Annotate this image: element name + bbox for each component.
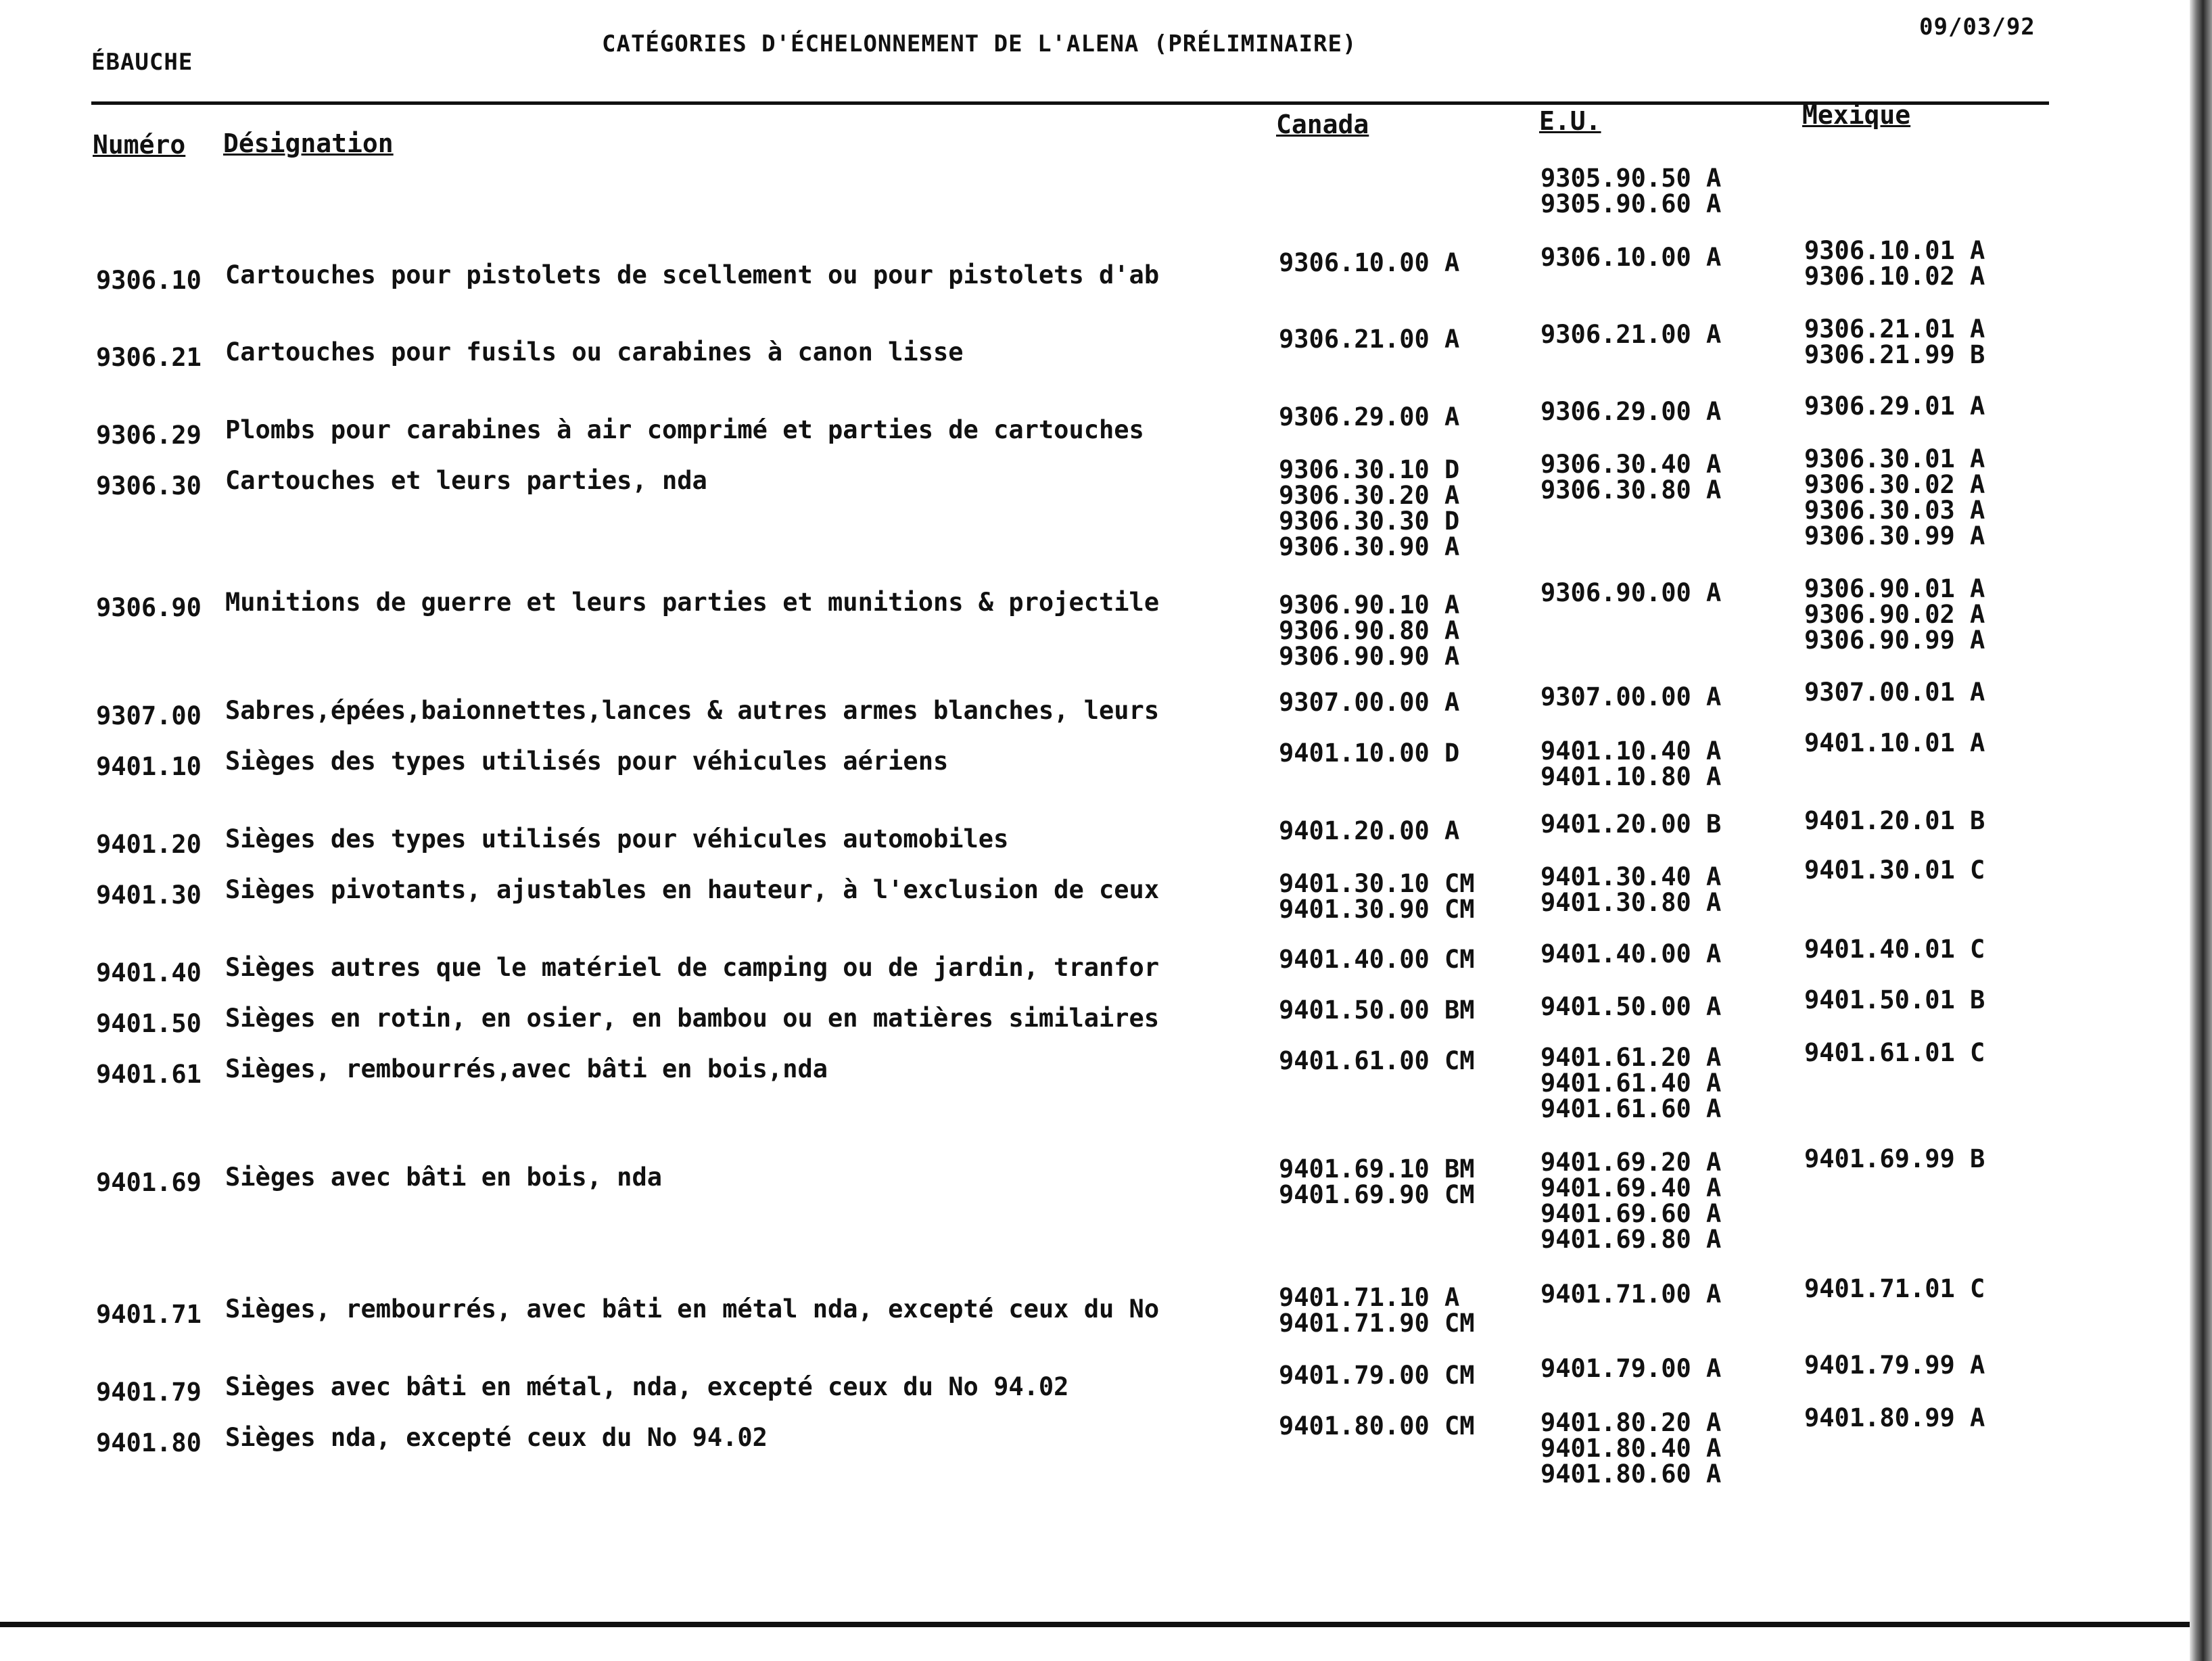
- row-canada-codes: [1279, 457, 1459, 560]
- row-canada-codes: [1279, 1363, 1475, 1388]
- row-eu-codes: [1540, 580, 1721, 606]
- row-numero: 9401.10: [96, 752, 202, 781]
- canada-code: 9401.71.90 CM: [1279, 1309, 1475, 1338]
- canada-code: 9401.69.10 BM: [1279, 1154, 1475, 1184]
- row-designation: Sièges des types utilisés pour véhicules aériens: [225, 747, 949, 776]
- bottom-rule: [0, 1622, 2191, 1627]
- eu-code: 9401.69.40 A: [1540, 1173, 1722, 1202]
- row-numero: 9401.61: [96, 1060, 202, 1089]
- row-eu-codes: [1540, 1410, 1721, 1487]
- row-eu-codes: [1540, 1045, 1721, 1122]
- draft-label: ÉBAUCHE: [91, 49, 193, 76]
- canada-code: 9306.10.00 A: [1279, 248, 1460, 277]
- row-canada-codes: [1279, 818, 1459, 844]
- row-eu-codes: [1540, 941, 1721, 967]
- row-numero: 9401.71: [96, 1300, 202, 1329]
- mexique-code: 9306.30.03 A: [1804, 496, 1985, 525]
- row-eu-codes: [1540, 452, 1721, 503]
- canada-code: 9401.61.00 CM: [1279, 1046, 1475, 1075]
- canada-code: 9306.29.00 A: [1279, 402, 1460, 431]
- row-canada-codes: [1279, 998, 1475, 1023]
- mexique-code: 9401.80.99 A: [1804, 1403, 1985, 1432]
- row-mexique-codes: [1804, 858, 1985, 883]
- row-numero: 9306.10: [96, 266, 202, 295]
- row-canada-codes: [1279, 690, 1459, 716]
- canada-code: 9306.30.20 A: [1279, 481, 1460, 510]
- row-mexique-codes: [1804, 987, 1985, 1013]
- canada-code: 9306.30.90 A: [1279, 532, 1460, 561]
- eu-code: 9401.10.80 A: [1540, 762, 1722, 791]
- row-mexique-codes: [1804, 238, 1985, 289]
- canada-code: 9401.80.00 CM: [1279, 1411, 1475, 1441]
- row-canada-codes: [1279, 404, 1459, 430]
- mexique-code: 9306.90.02 A: [1804, 600, 1985, 629]
- row-numero: 9307.00: [96, 701, 202, 730]
- eu-code: 9401.69.20 A: [1540, 1148, 1722, 1177]
- mexique-code: 9306.30.01 A: [1804, 444, 1985, 473]
- row-canada-codes: [1279, 741, 1459, 766]
- row-numero: 9401.20: [96, 830, 202, 859]
- eu-code: 9401.30.40 A: [1540, 862, 1722, 891]
- row-designation: Sièges nda, excepté ceux du No 94.02: [225, 1423, 768, 1452]
- canada-code: 9306.30.30 D: [1279, 507, 1460, 536]
- mexique-code: 9401.30.01 C: [1804, 856, 1985, 885]
- eu-code: 9401.30.80 A: [1540, 888, 1722, 917]
- row-designation: Sièges en rotin, en osier, en bambou ou en matières similaires: [225, 1004, 1160, 1033]
- row-designation: Sièges autres que le matériel de camping ou de jardin, tranfor: [225, 953, 1160, 982]
- canada-code: 9401.79.00 CM: [1279, 1361, 1475, 1390]
- scan-edge-shadow: [2190, 0, 2212, 1661]
- eu-code: 9401.69.60 A: [1540, 1199, 1722, 1228]
- column-header-numero: Numéro: [93, 130, 186, 160]
- document-title: CATÉGORIES D'ÉCHELONNEMENT DE L'ALENA (PRÉLIMINAIRE): [602, 30, 1357, 57]
- row-mexique-codes: [1804, 446, 1985, 549]
- row-mexique-codes: [1804, 1040, 1985, 1066]
- canada-code: 9401.50.00 BM: [1279, 996, 1475, 1025]
- row-designation: Sièges avec bâti en bois, nda: [225, 1163, 663, 1192]
- mexique-code: 9306.10.01 A: [1804, 236, 1985, 265]
- row-eu-codes: [1540, 399, 1721, 425]
- row-eu-codes: [1540, 245, 1721, 271]
- row-canada-codes: [1279, 947, 1475, 973]
- row-numero: 9401.69: [96, 1168, 202, 1197]
- mexique-code: 9401.40.01 C: [1804, 935, 1985, 964]
- mexique-code: 9401.50.01 B: [1804, 985, 1985, 1014]
- row-designation: Sièges, rembourrés,avec bâti en bois,nda: [225, 1054, 828, 1083]
- eu-code: 9401.50.00 A: [1540, 992, 1722, 1021]
- eu-code: 9401.40.00 A: [1540, 939, 1722, 968]
- row-canada-codes: [1279, 1285, 1475, 1336]
- row-numero: 9401.79: [96, 1378, 202, 1407]
- row-eu-codes: [1540, 1356, 1721, 1382]
- eu-code: 9401.79.00 A: [1540, 1354, 1722, 1383]
- row-eu-codes: [1540, 864, 1721, 916]
- mexique-code: 9401.61.01 C: [1804, 1038, 1985, 1067]
- eu-code: 9401.69.80 A: [1540, 1225, 1722, 1254]
- row-eu-codes: [1540, 1282, 1721, 1307]
- eu-code: 9401.20.00 B: [1540, 810, 1722, 839]
- row-designation: Sabres,épées,baionnettes,lances & autres armes blanches, leurs: [225, 696, 1160, 725]
- canada-code: 9306.90.80 A: [1279, 616, 1460, 645]
- eu-code: 9401.80.60 A: [1540, 1459, 1722, 1489]
- row-eu-codes: [1540, 322, 1721, 348]
- canada-code: 9307.00.00 A: [1279, 688, 1460, 717]
- canada-code: 9401.69.90 CM: [1279, 1180, 1475, 1209]
- canada-code: 9306.90.10 A: [1279, 590, 1460, 619]
- row-canada-codes: [1279, 871, 1475, 922]
- eu-code: 9307.00.00 A: [1540, 682, 1722, 711]
- eu-code: 9401.61.20 A: [1540, 1043, 1722, 1072]
- row-numero: 9401.30: [96, 881, 202, 910]
- eu-code: 9306.30.40 A: [1540, 450, 1722, 479]
- row-designation: Cartouches pour fusils ou carabines à canon lisse: [225, 337, 964, 367]
- document-date: 09/03/92: [1919, 14, 2035, 41]
- row-mexique-codes: [1804, 1405, 1985, 1431]
- eu-code: 9401.61.60 A: [1540, 1094, 1722, 1123]
- mexique-code: 9307.00.01 A: [1804, 678, 1985, 707]
- column-header-designation: Désignation: [223, 128, 394, 158]
- row-eu-codes: [1540, 166, 1721, 217]
- eu-code: 9306.30.80 A: [1540, 475, 1722, 505]
- row-mexique-codes: [1804, 576, 1985, 653]
- mexique-code: 9401.69.99 B: [1804, 1144, 1985, 1173]
- row-eu-codes: [1540, 994, 1721, 1020]
- row-mexique-codes: [1804, 1276, 1985, 1302]
- row-mexique-codes: [1804, 1146, 1985, 1172]
- mexique-code: 9401.10.01 A: [1804, 728, 1985, 757]
- row-mexique-codes: [1804, 808, 1985, 834]
- row-designation: Plombs pour carabines à air comprimé et parties de cartouches: [225, 415, 1144, 444]
- eu-code: 9401.61.40 A: [1540, 1069, 1722, 1098]
- eu-code: 9401.71.00 A: [1540, 1280, 1722, 1309]
- eu-code: 9305.90.60 A: [1540, 189, 1722, 218]
- row-canada-codes: [1279, 1048, 1475, 1074]
- mexique-code: 9306.10.02 A: [1804, 262, 1985, 291]
- row-designation: Sièges avec bâti en métal, nda, excepté ceux du No 94.02: [225, 1372, 1069, 1401]
- row-designation: Cartouches pour pistolets de scellement ou pour pistolets d'ab: [225, 260, 1160, 289]
- mexique-code: 9401.79.99 A: [1804, 1351, 1985, 1380]
- canada-code: 9401.10.00 D: [1279, 739, 1460, 768]
- canada-code: 9401.71.10 A: [1279, 1283, 1460, 1312]
- row-mexique-codes: [1804, 730, 1985, 756]
- canada-code: 9306.30.10 D: [1279, 455, 1460, 484]
- canada-code: 9401.30.90 CM: [1279, 895, 1475, 924]
- row-designation: Sièges, rembourrés, avec bâti en métal nda, excepté ceux du No: [225, 1294, 1160, 1324]
- row-numero: 9306.30: [96, 471, 202, 500]
- mexique-code: 9401.20.01 B: [1804, 806, 1985, 835]
- canada-code: 9306.21.00 A: [1279, 325, 1460, 354]
- row-eu-codes: [1540, 684, 1721, 710]
- row-numero: 9306.90: [96, 593, 202, 622]
- canada-code: 9306.90.90 A: [1279, 642, 1460, 671]
- row-numero: 9401.40: [96, 958, 202, 987]
- row-numero: 9401.50: [96, 1009, 202, 1038]
- canada-code: 9401.20.00 A: [1279, 816, 1460, 845]
- row-numero: 9401.80: [96, 1428, 202, 1457]
- row-canada-codes: [1279, 1413, 1475, 1439]
- eu-code: 9401.10.40 A: [1540, 736, 1722, 766]
- row-designation: Cartouches et leurs parties, nda: [225, 466, 707, 495]
- column-header-eu: E.U.: [1539, 106, 1601, 136]
- column-header-mexique: Mexique: [1802, 100, 1911, 130]
- row-canada-codes: [1279, 1156, 1475, 1208]
- row-mexique-codes: [1804, 1353, 1985, 1378]
- row-eu-codes: [1540, 1150, 1721, 1253]
- row-numero: 9306.29: [96, 421, 202, 450]
- eu-code: 9306.10.00 A: [1540, 243, 1722, 272]
- row-numero: 9306.21: [96, 343, 202, 372]
- mexique-code: 9306.29.01 A: [1804, 392, 1985, 421]
- mexique-code: 9306.30.99 A: [1804, 521, 1985, 551]
- mexique-code: 9306.30.02 A: [1804, 470, 1985, 499]
- row-canada-codes: [1279, 327, 1459, 352]
- row-mexique-codes: [1804, 680, 1985, 705]
- row-mexique-codes: [1804, 937, 1985, 962]
- eu-code: 9306.21.00 A: [1540, 320, 1722, 349]
- row-designation: Munitions de guerre et leurs parties et munitions & projectile: [225, 588, 1160, 617]
- mexique-code: 9306.21.01 A: [1804, 314, 1985, 344]
- row-canada-codes: [1279, 250, 1459, 276]
- eu-code: 9401.80.20 A: [1540, 1408, 1722, 1437]
- row-designation: Sièges pivotants, ajustables en hauteur, à l'exclusion de ceux: [225, 875, 1160, 904]
- row-canada-codes: [1279, 592, 1459, 670]
- column-header-canada: Canada: [1276, 110, 1369, 139]
- eu-code: 9306.90.00 A: [1540, 578, 1722, 607]
- eu-code: 9306.29.00 A: [1540, 397, 1722, 426]
- canada-code: 9401.30.10 CM: [1279, 869, 1475, 898]
- row-mexique-codes: [1804, 394, 1985, 419]
- mexique-code: 9306.90.99 A: [1804, 626, 1985, 655]
- mexique-code: 9306.21.99 B: [1804, 340, 1985, 369]
- row-mexique-codes: [1804, 314, 1985, 369]
- canada-code: 9401.40.00 CM: [1279, 945, 1475, 974]
- row-eu-codes: [1540, 812, 1721, 837]
- mexique-code: 9306.90.01 A: [1804, 574, 1985, 603]
- eu-code: 9305.90.50 A: [1540, 164, 1722, 193]
- mexique-code: 9401.71.01 C: [1804, 1274, 1985, 1303]
- row-designation: Sièges des types utilisés pour véhicules automobiles: [225, 824, 1009, 853]
- row-eu-codes: [1540, 736, 1722, 791]
- eu-code: 9401.80.40 A: [1540, 1434, 1722, 1463]
